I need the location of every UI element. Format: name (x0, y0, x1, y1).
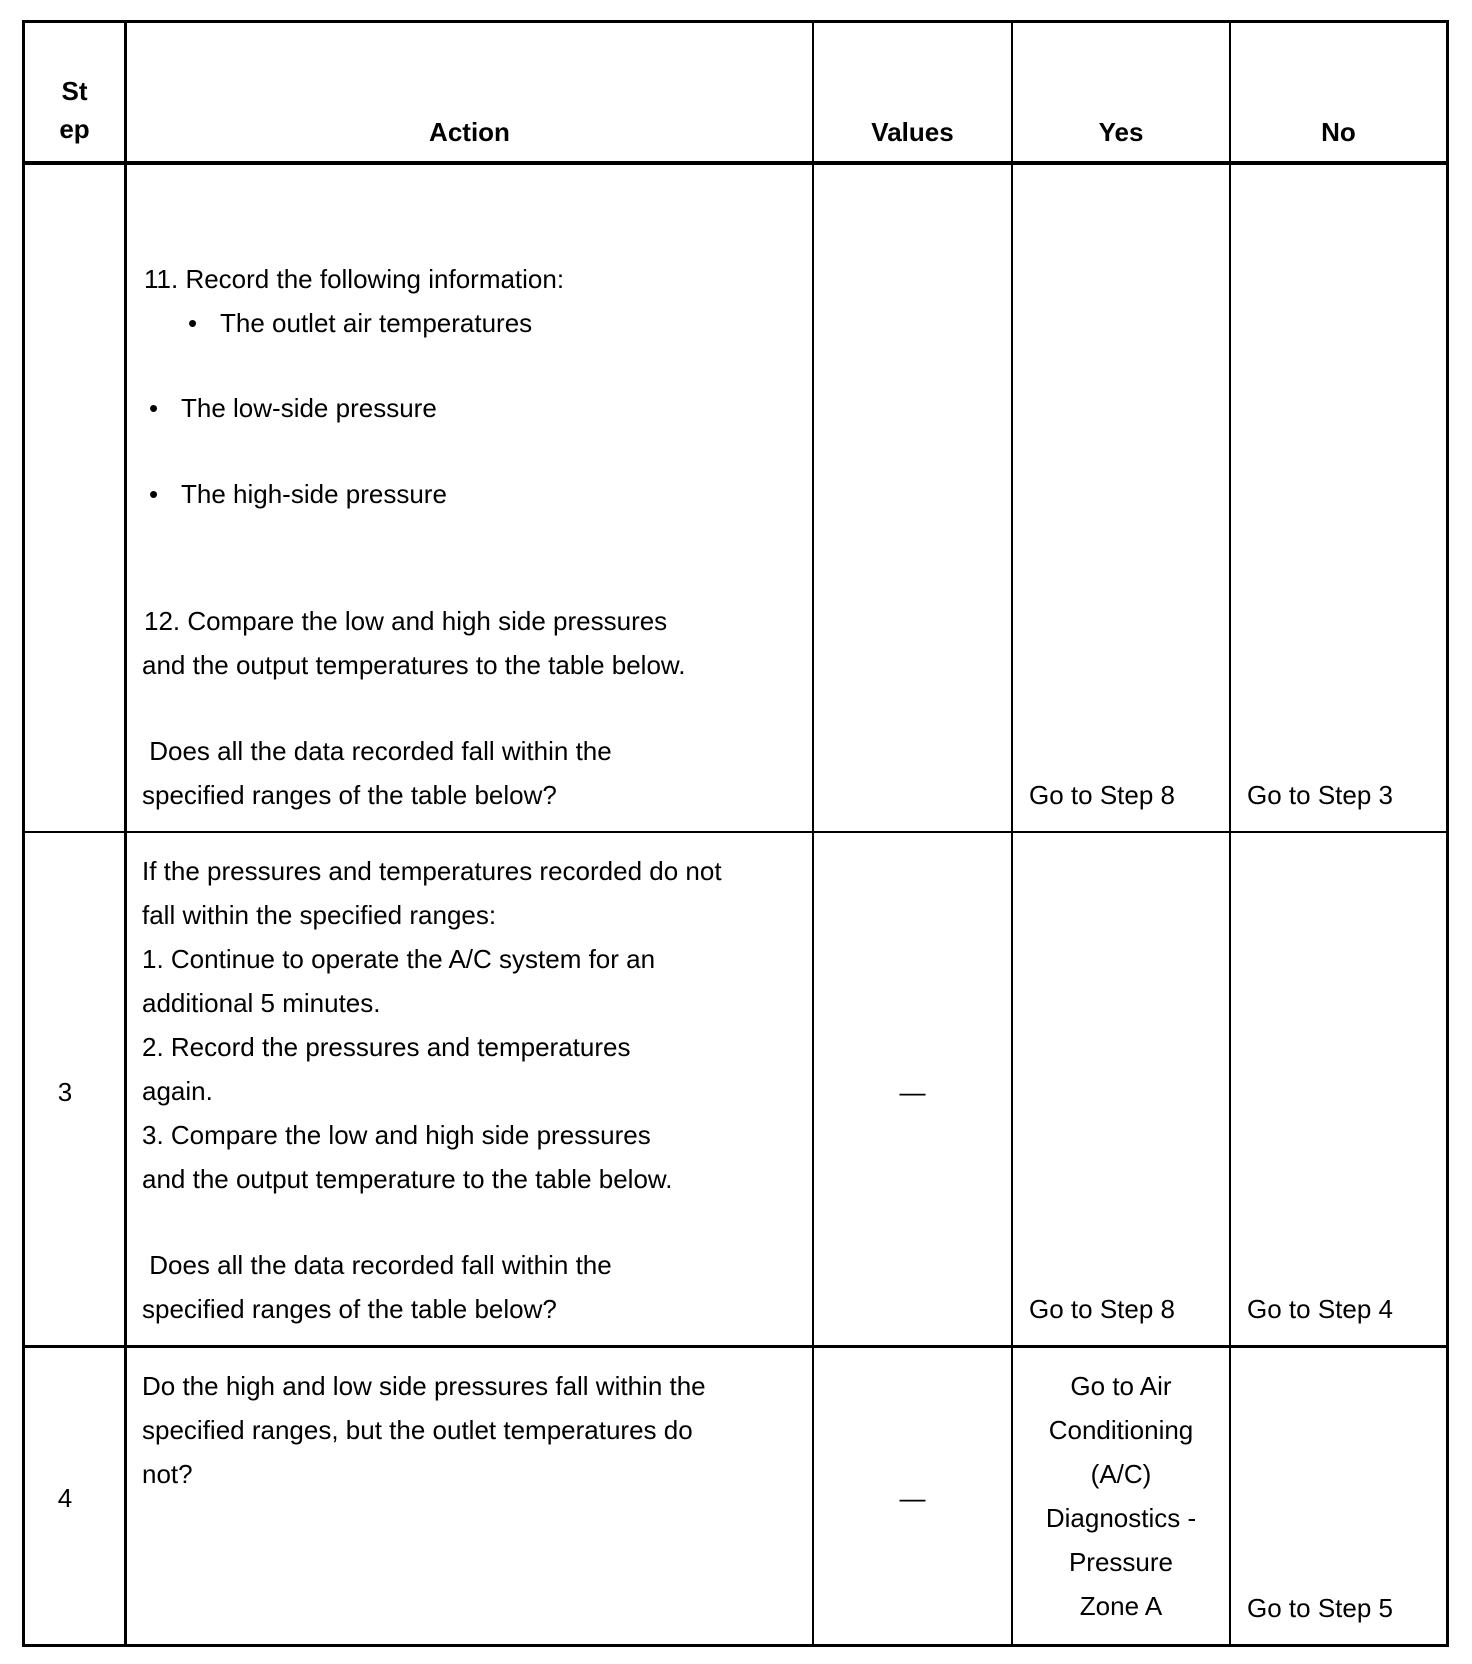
row-3-yes-line-6: Zone A (1079, 1591, 1163, 1621)
row-1-action (127, 165, 812, 831)
header-values: Values (871, 117, 954, 147)
table-border-right (1446, 20, 1449, 1647)
row-2-action (127, 833, 812, 1345)
row-3-values: — (899, 1483, 926, 1513)
row-2-question-line-1: Does all the data recorded fall within the (142, 1250, 612, 1280)
header-step-line1: St (61, 76, 88, 106)
row-3-step: 4 (57, 1483, 73, 1513)
row-1-no: Go to Step 3 (1247, 780, 1393, 810)
row-3-line-3: not? (142, 1459, 193, 1489)
row-2-yes: Go to Step 8 (1029, 1294, 1175, 1324)
header-yes: Yes (1098, 117, 1144, 147)
header-no: No (1321, 117, 1356, 147)
row-1-bullet-outlet-temps: • The outlet air temperatures (220, 301, 532, 345)
row-1-bullet-low-side: • The low-side pressure (181, 386, 437, 430)
table-border-bottom (22, 1644, 1449, 1647)
column-divider-action (812, 20, 814, 1647)
row-1-item-11: 11. Record the following information: (144, 264, 565, 294)
row-1-item-12-line-2: and the output temperatures to the table below. (142, 650, 686, 680)
row-3-action (127, 1348, 812, 1644)
column-divider-yes (1229, 20, 1231, 1647)
header-step (25, 72, 124, 148)
row-2-line-1: If the pressures and temperatures recorded do not (142, 856, 722, 886)
row-2-line-2: fall within the specified ranges: (142, 900, 497, 930)
row-2-line-5: 2. Record the pressures and temperatures (142, 1032, 631, 1062)
row-1-bullet-high-side: • The high-side pressure (181, 472, 447, 516)
table-border-left (22, 20, 25, 1647)
row-3-yes-line-1: Go to Air (1070, 1371, 1172, 1401)
row-3-yes-line-3: (A/C) (1090, 1459, 1152, 1489)
row-2-step: 3 (57, 1077, 73, 1107)
row-3-yes-line-5: Pressure (1068, 1547, 1174, 1577)
row-1-question-line-1: Does all the data recorded fall within the (142, 736, 612, 766)
row-3-yes-line-4: Diagnostics - (1045, 1503, 1197, 1533)
row-2-line-8: and the output temperature to the table below. (142, 1164, 673, 1194)
row-3-line-1: Do the high and low side pressures fall within the (142, 1371, 706, 1401)
header-action: Action (429, 117, 510, 147)
row-3-no: Go to Step 5 (1247, 1593, 1393, 1623)
row-1-question-line-2: specified ranges of the table below? (142, 780, 557, 810)
row-1-item-12-line-1: 12. Compare the low and high side pressures (144, 606, 668, 636)
row-2-values: — (899, 1077, 926, 1107)
header-step-line2: ep (59, 114, 90, 144)
row-2-line-4: additional 5 minutes. (142, 988, 381, 1018)
row-2-question-line-2: specified ranges of the table below? (142, 1294, 557, 1324)
row-3-yes (1013, 1364, 1229, 1628)
table-border-top (22, 20, 1449, 23)
row-2-line-6: again. (142, 1076, 213, 1106)
row-2-no: Go to Step 4 (1247, 1294, 1393, 1324)
row-2-line-3: 1. Continue to operate the A/C system for an (142, 944, 656, 974)
row-1-yes: Go to Step 8 (1029, 780, 1175, 810)
row-3-yes-line-2: Conditioning (1048, 1415, 1194, 1445)
row-3-line-2: specified ranges, but the outlet temperatures do (142, 1415, 693, 1445)
row-2-line-7: 3. Compare the low and high side pressures (142, 1120, 651, 1150)
